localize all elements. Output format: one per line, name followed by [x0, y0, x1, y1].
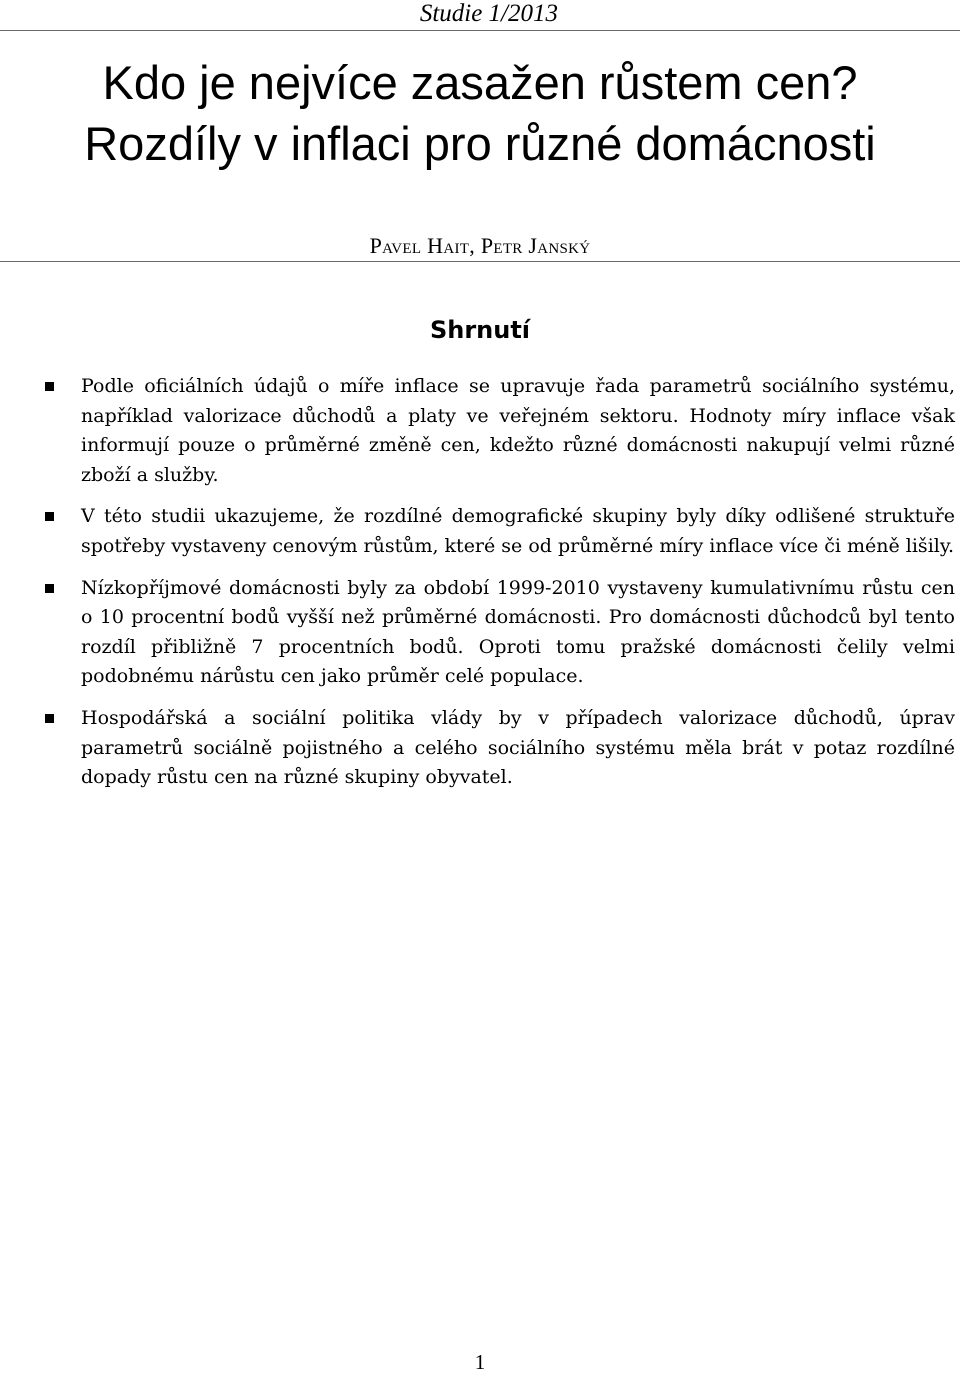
square-bullet-icon [45, 382, 54, 391]
summary-item-text: V této studii ukazujeme, že rozdílné demografické skupiny byly díky odlišené struktuře spotřeby vystaveny cenovým růstům, které se od průměrné míry inflace více či méně lišily. [81, 505, 955, 557]
summary-item [0, 574, 960, 692]
summary-item-text: Podle oficiálních údajů o míře inflace se upravuje řada parametrů sociálního systému, například valorizace důchodů a platy ve veřejném sektoru. Hodnoty míry inflace však informují pouze o průměrné změně cen, kdežto různé domácnosti nakupují velmi různé zboží a služby. [81, 375, 955, 486]
summary-item [0, 502, 960, 561]
title-line-1: Kdo je nejvíce zasažen růstem cen? [102, 56, 858, 109]
page-title [0, 52, 960, 174]
summary-item-text: Nízkopříjmové domácnosti byly za období 1999-2010 vystaveny kumulativnímu růstu cen o 10 procentní bodů vyšší než průměrné domácnosti. Pro domácnosti důchodců byl tento rozdíl přibližně 7 procentních bodů. Oproti tomu pražské domácnosti čelily velmi podobnému nárůstu cen jako průměr celé populace. [81, 576, 955, 688]
authors: Pavel Hait, Petr Janský [369, 233, 591, 258]
square-bullet-icon [45, 714, 54, 723]
header-divider [0, 30, 960, 31]
summary-item-text: Hospodářská a sociální politika vlády by v případech valorizace důchodů, úprav parametrů sociálně pojistného a celého sociálního systému měla brát v potaz rozdílné dopady růstu cen na různé skupiny obyvatel. [81, 706, 955, 789]
square-bullet-icon [45, 584, 54, 593]
summary-list [0, 372, 960, 805]
square-bullet-icon [45, 512, 54, 521]
series-label: Studie 1/2013 [419, 0, 558, 27]
title-line-2: Rozdíly v inflaci pro různé domácnosti [84, 117, 876, 170]
summary-item [0, 372, 960, 490]
page-number: 1 [474, 1350, 486, 1374]
summary-heading: Shrnutí [429, 316, 531, 344]
summary-item [0, 704, 960, 793]
title-divider [0, 261, 960, 262]
